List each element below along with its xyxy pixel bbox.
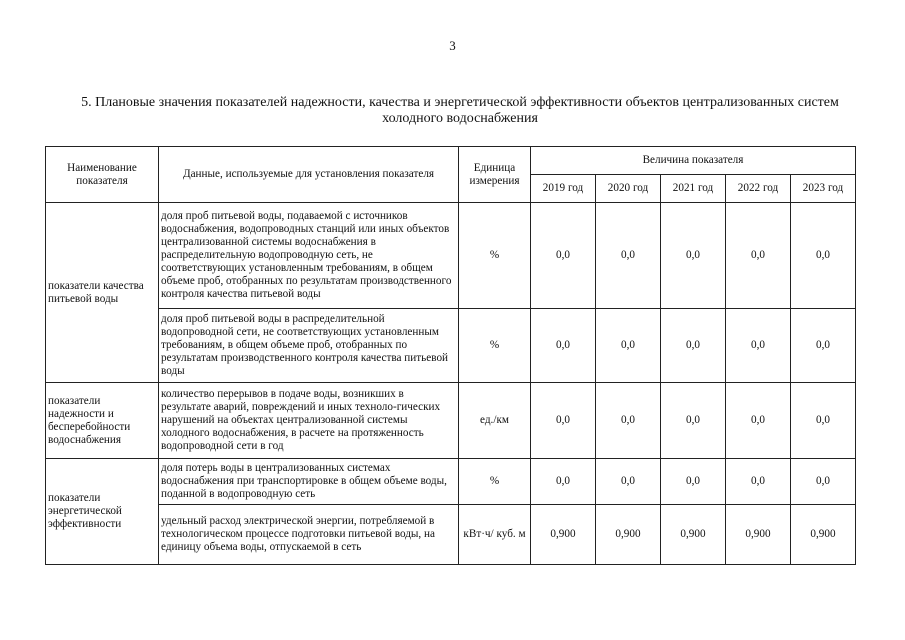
header-row xyxy=(46,147,856,175)
indicator-value: 0,0 xyxy=(661,383,726,459)
indicator-value: 0,0 xyxy=(791,309,856,383)
table-row xyxy=(46,309,856,383)
indicator-value: 0,0 xyxy=(531,203,596,309)
header-year: 2020 год xyxy=(596,175,661,203)
indicator-value: 0,0 xyxy=(661,203,726,309)
indicator-value: 0,0 xyxy=(531,383,596,459)
indicator-value: 0,0 xyxy=(726,383,791,459)
indicator-description: количество перерывов в подаче воды, возникших в результате аварий, повреждений и иных техноло-гических нарушений на объектах централизованной системы холодного водоснабжения, в расчете на протяженность водопроводной сети в год xyxy=(159,383,459,459)
header-year: 2023 год xyxy=(791,175,856,203)
indicators-table xyxy=(45,146,856,565)
indicator-value: 0,0 xyxy=(531,459,596,505)
indicator-unit: кВт·ч/ куб. м xyxy=(459,505,531,565)
table-row xyxy=(46,203,856,309)
header-value: Величина показателя xyxy=(531,147,856,175)
indicator-value: 0,0 xyxy=(726,309,791,383)
header-year: 2021 год xyxy=(661,175,726,203)
indicator-value: 0,0 xyxy=(726,459,791,505)
indicator-value: 0,900 xyxy=(726,505,791,565)
indicator-value: 0,0 xyxy=(596,383,661,459)
header-year: 2022 год xyxy=(726,175,791,203)
indicator-value: 0,0 xyxy=(596,309,661,383)
header-name: Наименование показателя xyxy=(46,147,159,203)
indicator-value: 0,0 xyxy=(791,203,856,309)
table-row xyxy=(46,505,856,565)
indicator-value: 0,900 xyxy=(661,505,726,565)
indicator-unit: % xyxy=(459,203,531,309)
page-number: 3 xyxy=(449,38,456,53)
indicator-description: удельный расход электрической энергии, потребляемой в технологическом процессе подготовки питьевой воды, на единицу объема воды, отпускаемой в сеть xyxy=(159,505,459,565)
indicator-description: доля потерь воды в централизованных системах водоснабжения при транспортировке в общем объеме воды, поданной в водопроводную сеть xyxy=(159,459,459,505)
indicator-value: 0,900 xyxy=(596,505,661,565)
indicator-value: 0,900 xyxy=(531,505,596,565)
indicator-unit: ед./км xyxy=(459,383,531,459)
table-row xyxy=(46,383,856,459)
indicator-group-name: показатели надежности и бесперебойности водоснабжения xyxy=(46,383,159,459)
header-data: Данные, используемые для установления показателя xyxy=(159,147,459,203)
indicator-value: 0,900 xyxy=(791,505,856,565)
indicator-value: 0,0 xyxy=(791,459,856,505)
indicator-value: 0,0 xyxy=(791,383,856,459)
section-title: 5. Плановые значения показателей надежности, качества и энергетической эффективности объектов централизованных систем холодного водоснабжения xyxy=(81,95,839,126)
indicator-value: 0,0 xyxy=(726,203,791,309)
header-year: 2019 год xyxy=(531,175,596,203)
indicator-value: 0,0 xyxy=(531,309,596,383)
indicator-unit: % xyxy=(459,309,531,383)
indicator-group-name: показатели качества питьевой воды xyxy=(46,203,159,383)
indicator-description: доля проб питьевой воды в распределительной водопроводной сети, не соответствующих установленным требованиям, в общем объеме проб, отобранных по результатам производственного контроля качества питьевой воды xyxy=(159,309,459,383)
indicator-group-name: показатели энергетической эффективности xyxy=(46,459,159,565)
indicator-description: доля проб питьевой воды, подаваемой с источников водоснабжения, водопроводных станций или иных объектов централизованной системы водоснабжения в распределительную водопроводную сеть, не соответствующих установленным требованиям, в общем объеме проб, отобранных по результатам производственного контроля качества питьевой воды xyxy=(159,203,459,309)
indicator-unit: % xyxy=(459,459,531,505)
indicator-value: 0,0 xyxy=(596,459,661,505)
indicator-value: 0,0 xyxy=(661,459,726,505)
header-unit: Единица измерения xyxy=(459,147,531,203)
indicator-value: 0,0 xyxy=(596,203,661,309)
table-row xyxy=(46,459,856,505)
indicator-value: 0,0 xyxy=(661,309,726,383)
